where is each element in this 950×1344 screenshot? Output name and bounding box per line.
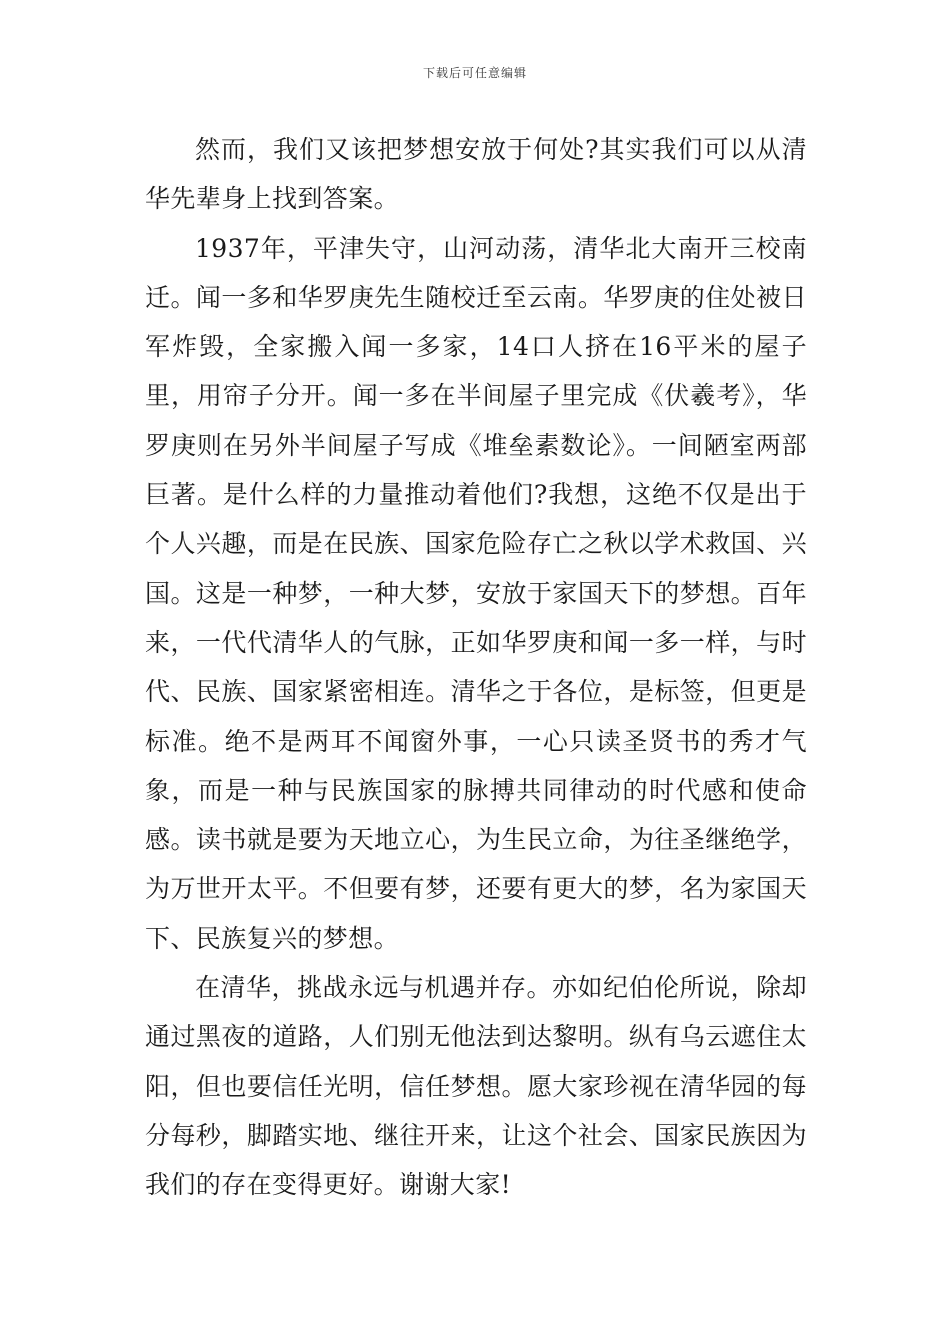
page-header: 下载后可任意编辑	[422, 66, 527, 80]
paragraph-2: 1937年，平津失守，山河动荡，清华北大南开三校南迁。闻一多和华罗庚先生随校迁至云南。华罗庚的住处被日军炸毁，全家搬入闻一多家，14口人挤在16平米的屋子里，用帘子分开。闻一多在半间屋子里完成《伏羲考》，华罗庚则在另外半间屋子写成《堆垒素数论》。一间陋室两部巨著。是什么样的力量推动着他们?我想，这绝不仅是出于个人兴趣，而是在民族、国家危险存亡之秋以学术救国、兴国。这是一种梦，一种大梦，安放于家国天下的梦想。百年来，一代代清华人的气脉，正如华罗庚和闻一多一样，与时代、民族、国家紧密相连。清华之于各位，是标签，但更是标准。绝不是两耳不闻窗外事，一心只读圣贤书的秀才气象，而是一种与民族国家的脉搏共同律动的时代感和使命感。读书就是要为天地立心，为生民立命，为往圣继绝学，为万世开太平。不但要有梦，还要有更大的梦，名为家国天下、民族复兴的梦想。	[145, 233, 807, 953]
paragraph-1: 然而，我们又该把梦想安放于何处?其实我们可以从清华先辈身上找到答案。	[145, 135, 807, 214]
document-body	[145, 125, 807, 1210]
paragraph-3: 在清华，挑战永远与机遇并存。亦如纪伯伦所说，除却通过黑夜的道路，人们别无他法到达黎明。纵有乌云遮住太阳，但也要信任光明，信任梦想。愿大家珍视在清华园的每分每秒，脚踏实地、继往开来，让这个社会、国家民族因为我们的存在变得更好。谢谢大家!	[145, 973, 807, 1200]
